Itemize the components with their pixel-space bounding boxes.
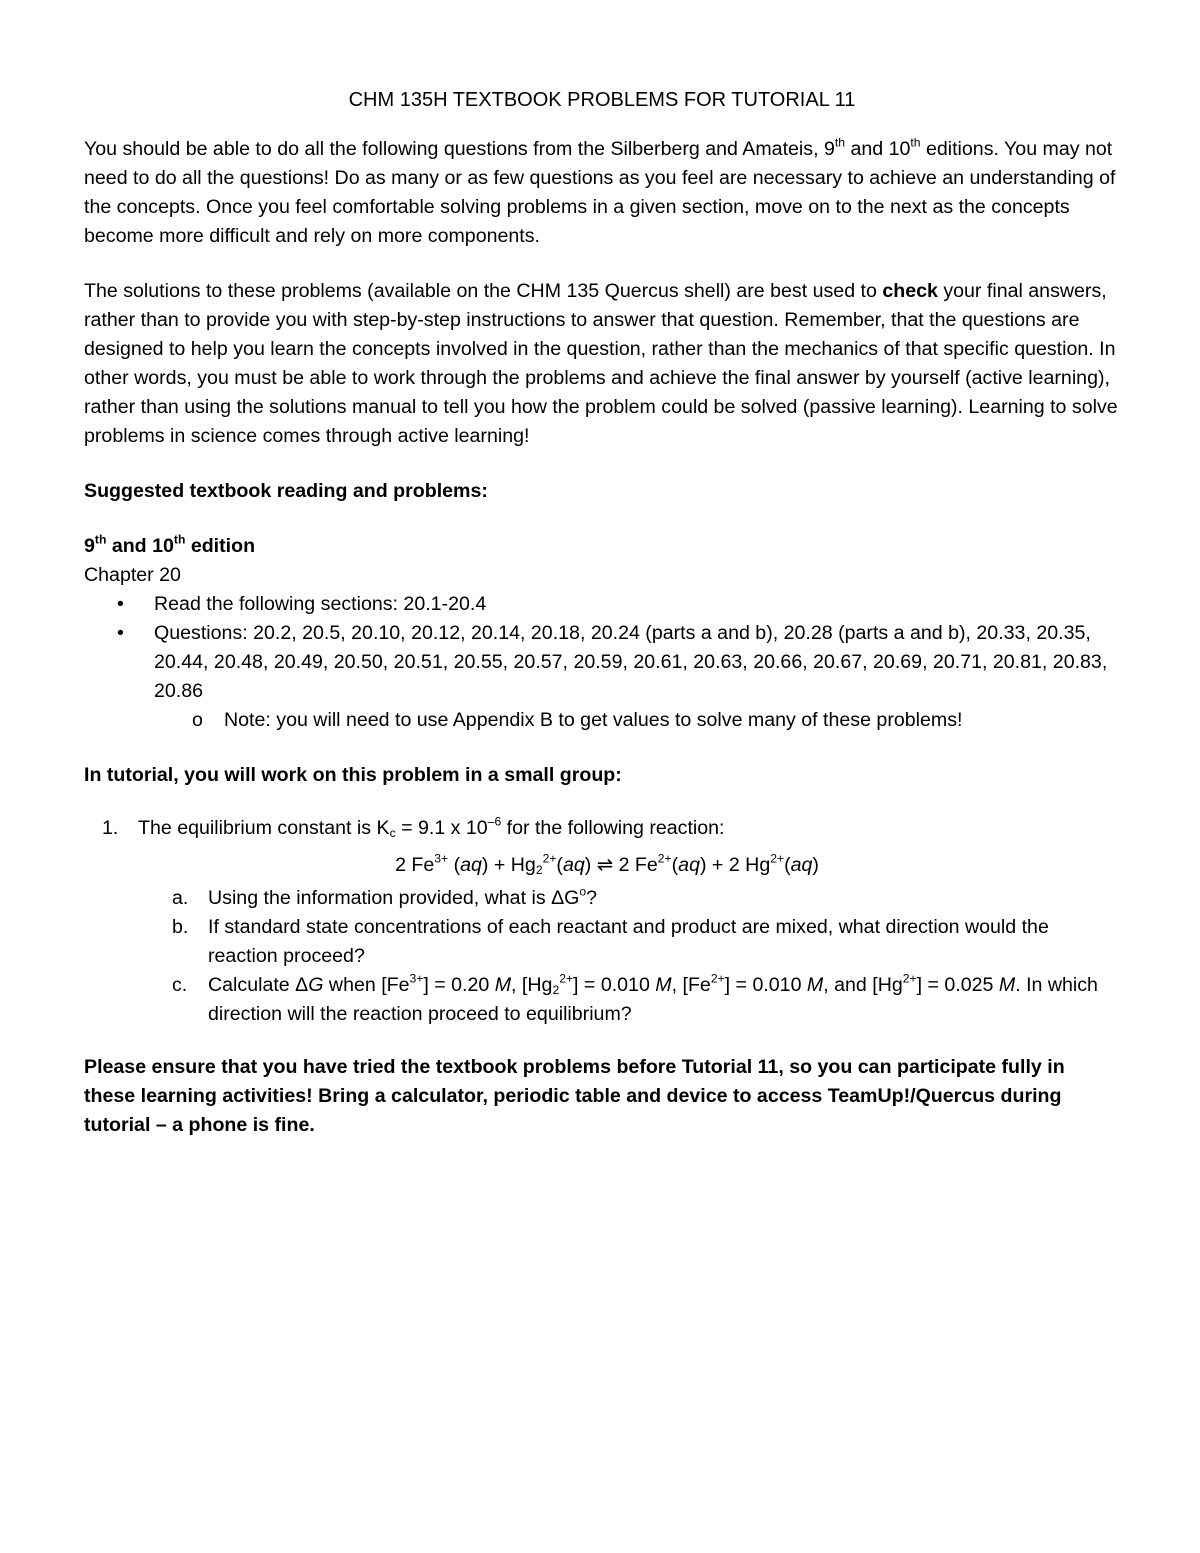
bullet-icon: • <box>117 593 124 615</box>
question-number: 1. <box>102 817 119 839</box>
circle-bullet-icon: o <box>192 709 203 731</box>
reading-list <box>84 590 1120 706</box>
question-parts <box>84 884 1120 1029</box>
part-c: c. Calculate ΔG when $[Fe^{3+}] = 0.20$ M, $[Hg_2^{2+}] = 0.010$ M, $[Fe^{2+}] = 0.010$ M, and $[Hg^{2+}] = 0.025$ M. In which direction will the reaction proceed to equilibrium? <box>172 971 1098 1025</box>
part-a: a. Using the information provided, what is $\Delta G^o$? <box>172 884 598 909</box>
reaction-equation: 2 $Fe^{3+}$ $(aq) + Hg_2^{2+}(aq)$ ⇌ 2 $Fe^{2+}(aq) + 2$ $Hg^{2+}(aq)$ <box>395 851 819 878</box>
solutions-paragraph: The solutions to these problems (available on the CHM 135 Quercus shell) are best used to check your final answers, rather than to provide you with step-by-step instructions to answer that question. Remember, that the questions are designed to help you learn the concepts involved in the question, rather than the mechanics of that specific question. In other words, you must be able to work through the problems and achieve the final answer by yourself (active learning), rather than using the solutions manual to tell you how the problem could be solved (passive learning). Learning to solve problems in science comes through active learning! <box>84 280 1118 447</box>
list-item: • Read the following sections: 20.1-20.4 <box>84 590 1120 619</box>
tutorial-heading: In tutorial, you will work on this problem in a small group: <box>84 764 622 786</box>
check-emphasis: check <box>882 280 938 302</box>
edition-heading: 9th and 10th edition <box>84 532 256 557</box>
document-page <box>84 86 1120 1140</box>
chapter-label: Chapter 20 <box>84 564 181 586</box>
suggested-heading: Suggested textbook reading and problems: <box>84 480 488 502</box>
part-b: b. If standard state concentrations of each reactant and product are mixed, what direction would the reaction proceed? <box>172 916 1049 967</box>
bullet-icon: • <box>117 622 124 644</box>
appendix-note: o Note: you will need to use Appendix B to get values to solve many of these problems! <box>84 706 1120 735</box>
page-title: CHM 135H TEXTBOOK PROBLEMS FOR TUTORIAL 11 <box>348 89 856 111</box>
intro-paragraph: You should be able to do all the following questions from the Silberberg and Amateis, 9th and 10th editions. You may not need to do all the questions! Do as many or as few questions as you feel are necessary to achieve an understanding of the concepts. Once you feel comfortable solving problems in a given section, move on to the next as the concepts become more difficult and rely on more components. <box>84 135 1116 247</box>
list-item: • Questions: 20.2, 20.5, 20.10, 20.12, 20.14, 20.18, 20.24 (parts a and b), 20.28 (parts a and b), 20.33, 20.35, 20.44, 20.48, 20.49, 20.50, 20.51, 20.55, 20.57, 20.59, 20.61, 20.63, 20.66, 20.67, 20.69, 20.71, 20.81, 20.83, 20.86 <box>84 619 1120 706</box>
closing-paragraph: Please ensure that you have tried the textbook problems before Tutorial 11, so you can participate fully in these learning activities! Bring a calculator, periodic table and device to access TeamUp!/Quercus during tutorial – a phone is fine. <box>84 1056 1065 1136</box>
question-1: 1. The equilibrium constant is $K_c = 9.1$ x $10^{-6}$ for the following reaction: <box>84 814 1120 843</box>
